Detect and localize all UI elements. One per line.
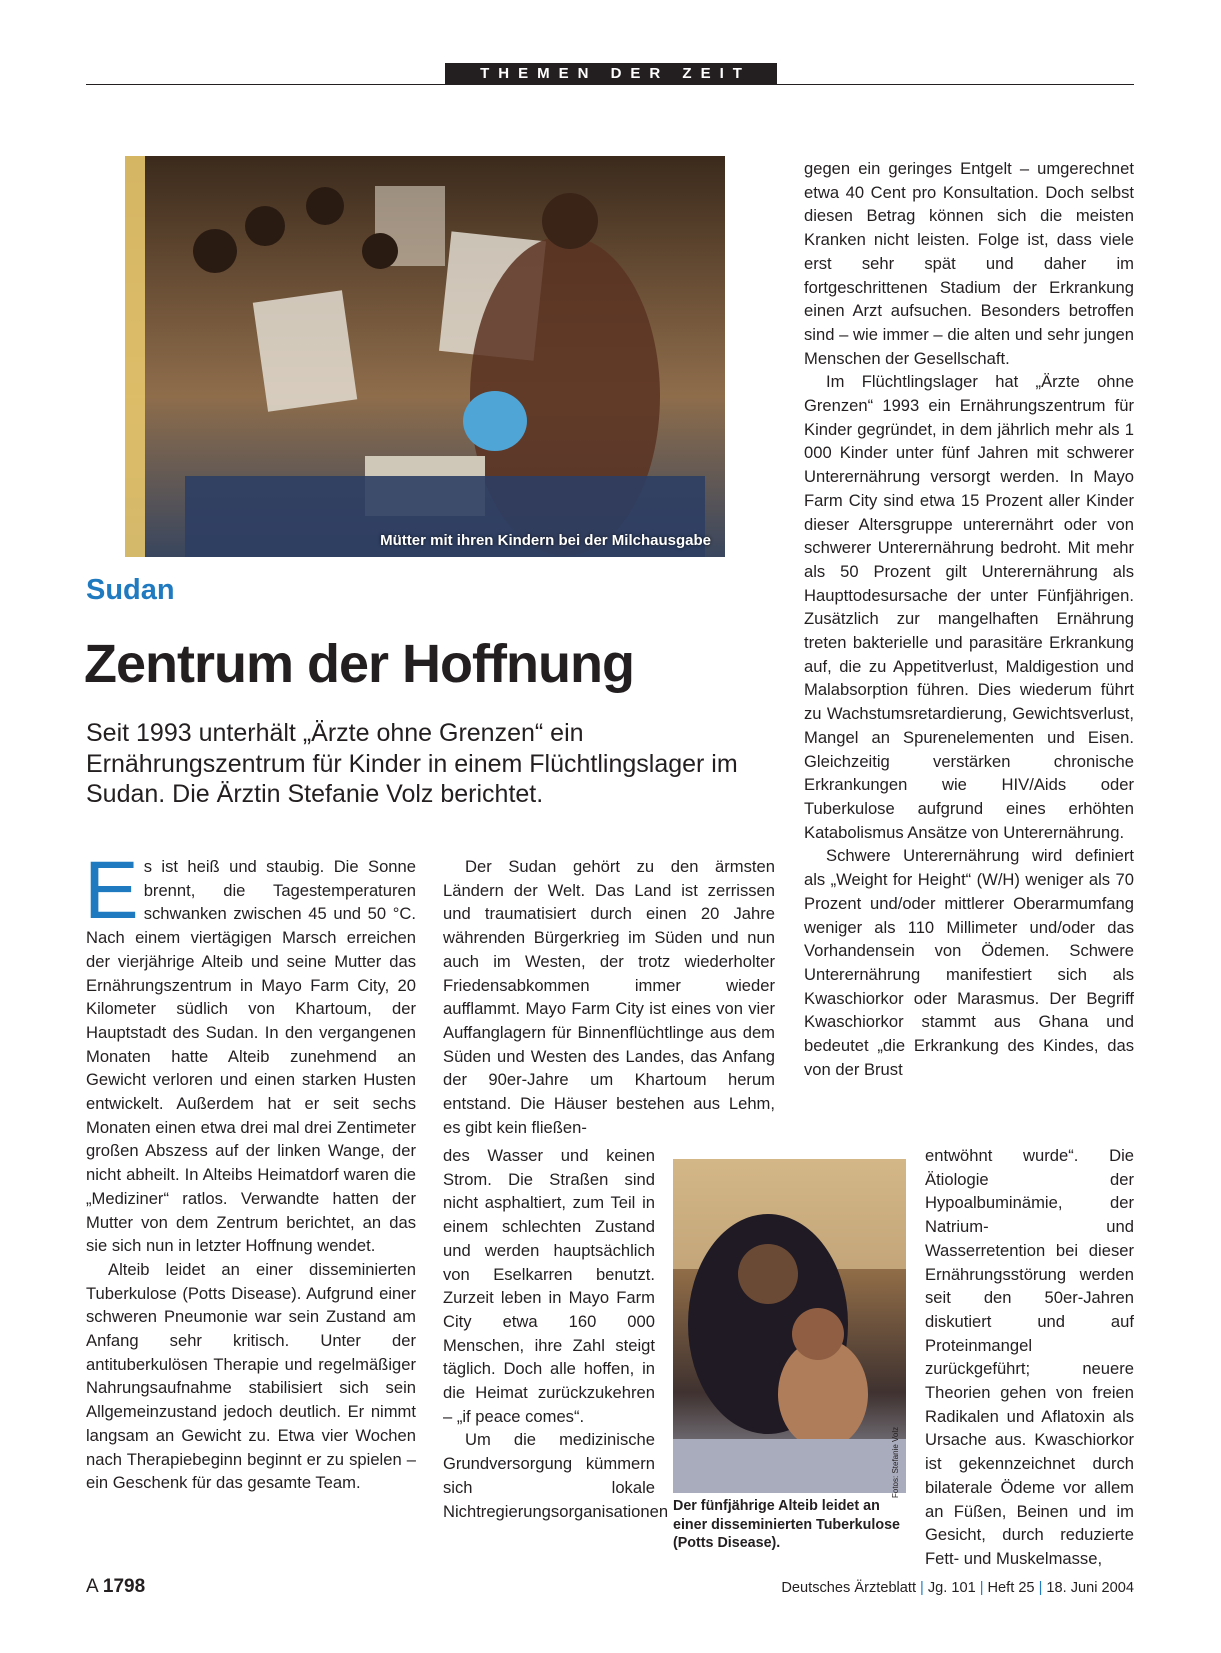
photo-main-caption: Mütter mit ihren Kindern bei der Milchausgabe — [380, 532, 711, 549]
text-column-2 — [443, 855, 775, 1139]
paragraph: Der Sudan gehört zu den ärmsten Ländern der Welt. Das Land ist zerrissen und traumatisiert durch einen 20 Jahre währenden Bürgerkrieg im Süden und nun auch im Westen, der trotz wiederholter Friedensabkommen immer wieder aufflammt. Mayo Farm City ist eines von vier Auffanglagern für Binnenflüchtlinge aus dem Süden und Westen des Landes, das Anfang der 90er-Jahre um Khartoum herum entstand. Die Häuser bestehen aus Lehm, es gibt kein fließen- — [443, 857, 775, 1137]
photo-child-caption: Der fünfjährige Alteib leidet an einer disseminierten Tuberkulose (Potts Disease). — [673, 1498, 900, 1551]
journal-date: 18. Juni 2004 — [1046, 1580, 1134, 1596]
paragraph: Im Flüchtlingslager hat „Ärzte ohne Grenzen“ 1993 ein Ernährungszentrum für Kinder gegründet, in dem jährlich mehr als 1 000 Kinder unter fünf Jahren mit schwerer Unterernährung versorgt werden. In Mayo Farm City sind etwa 15 Prozent aller Kinder dieser Altersgruppe unterernährt oder von schwerer Unterernährung bedroht. Mit mehr als 50 Prozent gilt Unterernährung als Haupttodesursache der unter Fünfjährigen. Zusätzlich zur mangelhaften Ernährung treten bakterielle und parasitäre Erkrankung auf, die zu Appetitverlust, Maldigestion und Malabsorption führen. Dies wiederum führt zu Wachstumsretardierung, Gewichtsverlust, Mangel an Spurenelementen und Eisen. Gleichzeitig verstärken chronische Erkrankungen wie HIV/Aids oder Tuberkulose aufgrund eines erhöhten Katabolismus Ansätze von Unterernährung. — [804, 372, 1134, 842]
separator: | — [1038, 1580, 1043, 1596]
article-title: Zentrum der Hoffnung — [84, 634, 634, 694]
section-rubric: THEMEN DER ZEIT — [445, 63, 777, 85]
photo-alteib — [673, 1159, 906, 1493]
journal-info — [781, 1580, 1134, 1596]
journal-name: Deutsches Ärzteblatt — [781, 1580, 917, 1596]
paragraph: entwöhnt wurde“. Die Ätiologie der Hypoalbuminämie, der Natrium- und Wasserretention bei dieser Ernährungsstörung werden seit den 50er-Jahren diskutiert und auf Proteinmangel zurückgeführt; neuere Theorien gehen von freien Radikalen und Aflatoxin als Ursache aus. Kwaschiorkor ist gekennzeichnet durch bilaterale Ödeme vor allem an Füßen, Beinen und im Gesicht, durch reduzierte Fett- und Muskelmasse, — [925, 1146, 1134, 1568]
text-column-2-continued — [443, 1144, 669, 1523]
paragraph: Schwere Unterernährung wird definiert als „Weight for Height“ (W/H) weniger als 70 Prozent und/oder mittlerer Oberarmumfang weniger als 110 Millimeter und/oder das Vorhandensein von Ödemen. Schwere Unterernährung manifestiert sich als Kwaschiorkor oder Marasmus. Der Begriff Kwaschiorkor stammt aus Ghana und bedeutet „die Erkrankung des Kindes, das von der Brust — [804, 846, 1134, 1079]
text-column-1 — [84, 845, 416, 1495]
page-number-value: 1798 — [102, 1576, 146, 1597]
separator: | — [920, 1580, 924, 1596]
paragraph: Alteib leidet an einer disseminierten Tuberkulose (Potts Disease). Aufgrund einer schweren Pneumonie war sein Zustand am Anfang sehr kritisch. Unter der antituberkulösen Therapie und regelmäßiger Nahrungsaufnahme stabilisiert sich sein Allgemeinzustand jedoch deutlich. Er nimmt langsam an Gewicht zu. Etwa vier Wochen nach Therapiebeginn beginnt er zu spielen – ein Geschenk für das gesamte Team. — [86, 1259, 416, 1493]
text-column-3-continued — [925, 1144, 1134, 1571]
page-prefix: A — [86, 1576, 98, 1597]
photo-placeholder-graphic — [125, 156, 725, 557]
paragraph: gegen ein geringes Entgelt – umgerechnet etwa 40 Cent pro Konsultation. Doch selbst diesen Betrag können sich die meisten Kranken nicht leisten. Folge ist, dass viele erst sehr spät und daher im fortgeschrittenen Stadium der Erkrankung einen Arzt aufsuchen. Besonders betroffen sind – wie immer – die alten und sehr jungen Menschen der Gesellschaft. — [804, 159, 1134, 368]
paragraph: des Wasser und keinen Strom. Die Straßen sind nicht asphaltiert, zum Teil in einem schlechten Zustand und werden hauptsächlich von Eselkarren benutzt. Zurzeit leben in Mayo Farm City etwa 160 000 Menschen, ihre Zahl steigt täglich. Doch alle hoffen, in die Heimat zurückzukehren – „if peace comes“. — [443, 1146, 655, 1426]
journal-issue: Heft 25 — [987, 1580, 1035, 1596]
drop-cap: E — [84, 845, 139, 936]
header-rule — [86, 84, 1134, 85]
article-lead: Seit 1993 unterhält „Ärzte ohne Grenzen“ ein Ernährungszentrum für Kinder in einem Flüchtlingslager im Sudan. Die Ärztin Stefanie Volz berichtet. — [86, 719, 738, 808]
journal-volume: Jg. 101 — [927, 1580, 976, 1596]
text-column-3 — [804, 157, 1134, 1081]
photo-credit: Fotos: Stefanie Volz — [891, 1426, 900, 1498]
separator: | — [979, 1580, 984, 1596]
paragraph — [84, 845, 416, 1258]
photo-mothers-children — [125, 156, 725, 557]
page-number — [86, 1576, 145, 1598]
article-kicker: Sudan — [86, 574, 175, 606]
paragraph-text: s ist heiß und staubig. Die Sonne brennt, die Tagestemperaturen schwanken zwischen 45 und 50 °C. Nach einem viertägigen Marsch erreichen der vierjährige Alteib und seine Mutter das Ernährungszentrum in Mayo Farm City, 20 Kilometer südlich von Khartoum, der Hauptstadt des Sudan. In den vergangenen Monaten hatte Alteib zunehmend an Gewicht verloren und einen starken Husten entwickelt. Außerdem hat er seit sechs Monaten einen etwa drei mal drei Zentimeter großen Abszess auf der linken Wange, der nicht abheilt. In Alteibs Heimatdorf waren die „Mediziner“ ratlos. Verwandte hatten der Mutter von dem Zentrum berichtet, an das sie sich nun in letzter Hoffnung wendet. — [86, 857, 416, 1256]
paragraph: Um die medizinische Grundversorgung kümmern sich lokale Nichtregierungsorganisationen — [443, 1430, 669, 1521]
photo-placeholder-graphic — [673, 1159, 906, 1493]
